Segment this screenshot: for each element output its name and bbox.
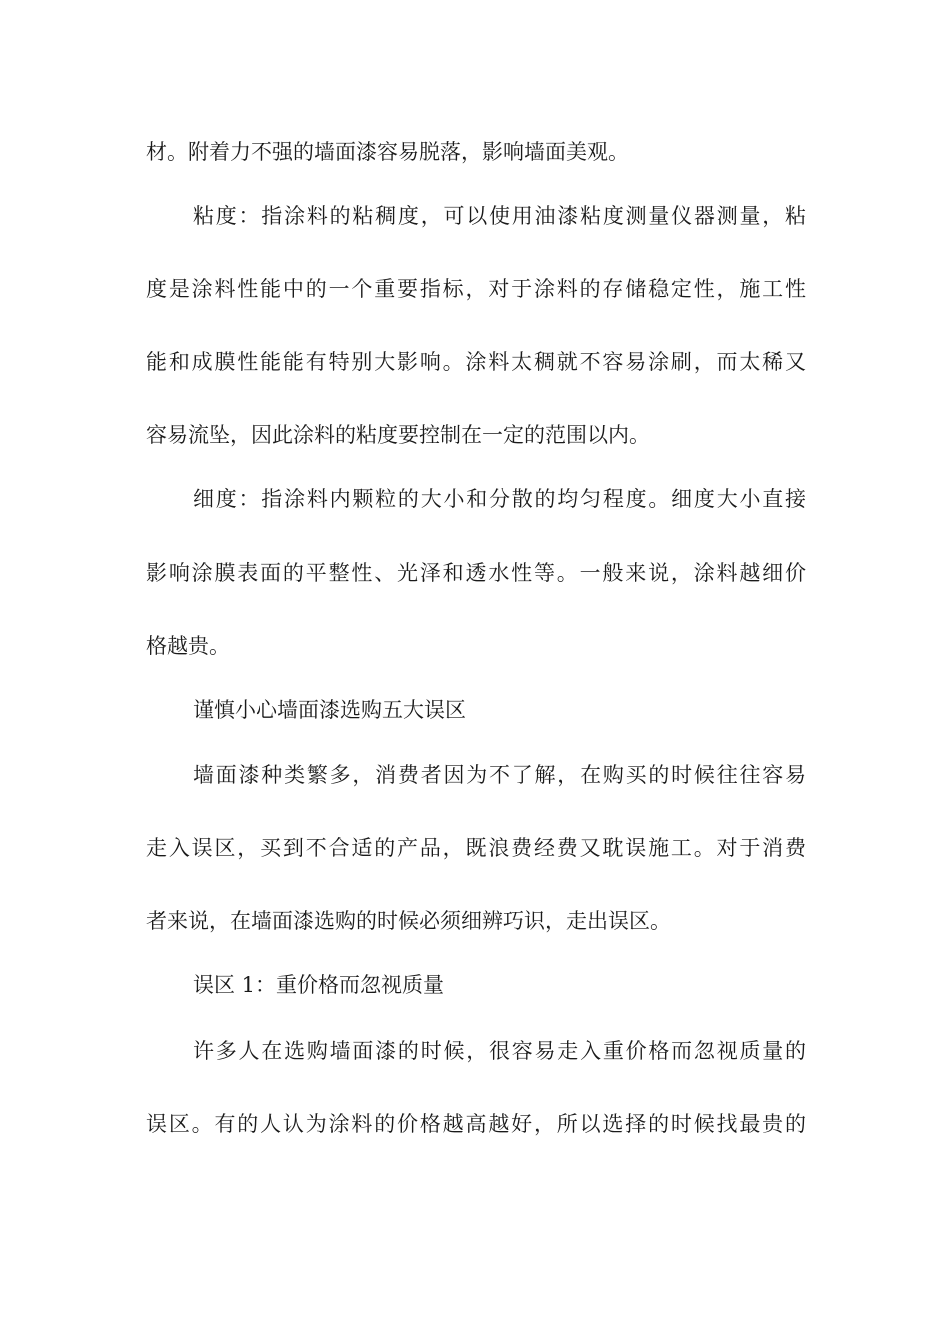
- section-heading: 谨慎小心墙面漆选购五大误区: [193, 698, 466, 722]
- text-line: 影响涂膜表面的平整性、光泽和透水性等。一般来说，涂料越细价: [146, 561, 806, 585]
- text-line: 粘度：指涂料的粘稠度，可以使用油漆粘度测量仪器测量，粘: [193, 204, 806, 228]
- text-line: 者来说，在墙面漆选购的时候必须细辨巧识，走出误区。: [146, 909, 671, 933]
- text-line: 容易流坠，因此涂料的粘度要控制在一定的范围以内。: [146, 423, 650, 447]
- text-line: 格越贵。: [146, 634, 230, 658]
- text-line: 能和成膜性能能有特别大影响。涂料太稠就不容易涂刷，而太稀又: [146, 350, 806, 374]
- text-line: 细度：指涂料内颗粒的大小和分散的均匀程度。细度大小直接: [193, 487, 806, 511]
- text-line: 误区。有的人认为涂料的价格越高越好，所以选择的时候找最贵的: [146, 1112, 806, 1136]
- text-line: 材。附着力不强的墙面漆容易脱落，影响墙面美观。: [146, 140, 629, 164]
- text-line: 度是涂料性能中的一个重要指标，对于涂料的存储稳定性，施工性: [146, 277, 806, 301]
- text-line: 许多人在选购墙面漆的时候，很容易走入重价格而忽视质量的: [193, 1039, 806, 1063]
- text-line: 走入误区，买到不合适的产品，既浪费经费又耽误施工。对于消费: [146, 836, 806, 860]
- text-line: 墙面漆种类繁多，消费者因为不了解，在购买的时候往往容易: [193, 763, 806, 787]
- subsection-heading: 误区 1：重价格而忽视质量: [193, 973, 445, 997]
